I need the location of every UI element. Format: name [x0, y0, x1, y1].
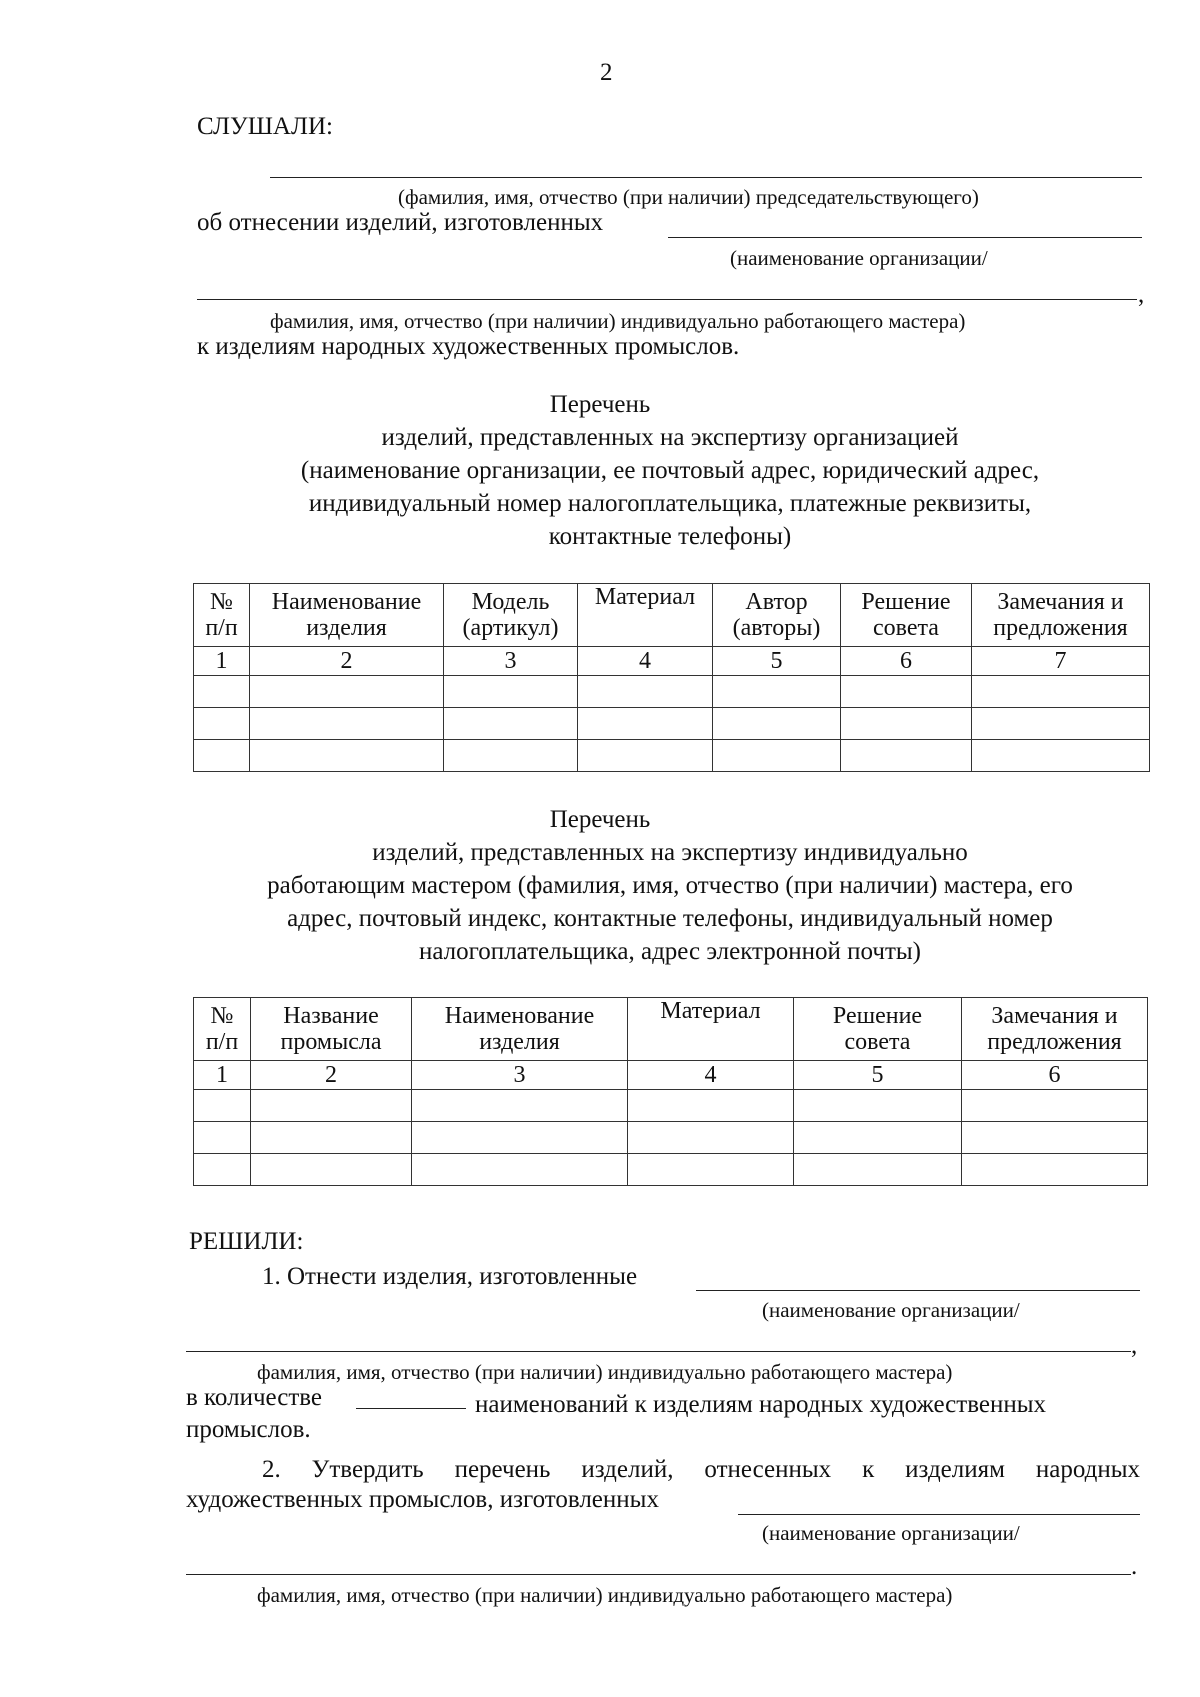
column-number: 4: [628, 1061, 794, 1090]
quantity-prefix: в количестве: [186, 1384, 323, 1411]
list-org-title: Перечень: [549, 391, 651, 418]
column-number: 5: [794, 1061, 962, 1090]
column-number: 5: [713, 647, 841, 676]
header-decision: Решение совета: [794, 998, 962, 1061]
comma: ,: [1138, 281, 1145, 308]
list-org-line: (наименование организации, ее почтовый адрес, юридический адрес,: [300, 457, 1040, 484]
decided-item-1: 1. Отнести изделия, изготовленные: [262, 1263, 638, 1290]
header-craft-name: Название промысла: [251, 998, 412, 1061]
column-number: 3: [444, 647, 578, 676]
table-header-row: [194, 998, 1148, 1061]
header-decision: Решение совета: [841, 584, 972, 647]
header-remarks: Замечания и предложения: [962, 998, 1148, 1061]
table-number-row: [194, 647, 1150, 676]
hint-org: (наименование организации/: [762, 1298, 1020, 1322]
column-number: 4: [578, 647, 713, 676]
table-number-row: [194, 1061, 1148, 1090]
list-master-line: работающим мастером (фамилия, имя, отчество (при наличии) мастера, его: [267, 872, 1073, 899]
table-row[interactable]: [194, 708, 1150, 740]
chair-name-blank[interactable]: [270, 177, 1142, 178]
column-number: 3: [412, 1061, 628, 1090]
decided-heading: РЕШИЛИ:: [189, 1228, 304, 1255]
table-row[interactable]: [194, 1122, 1148, 1154]
quantity-blank[interactable]: [356, 1408, 466, 1409]
header-remarks: Замечания и предложения: [972, 584, 1150, 647]
period: .: [1131, 1553, 1138, 1580]
about-text: об отнесении изделий, изготовленных: [197, 209, 604, 236]
hint-chair: (фамилия, имя, отчество (при наличии) председательствующего): [398, 185, 979, 209]
list-org-line: контактные телефоны): [548, 523, 792, 550]
org-name-blank[interactable]: [738, 1514, 1140, 1515]
table-row[interactable]: [194, 1154, 1148, 1186]
list-master-title: Перечень: [549, 806, 651, 833]
list-master-line: изделий, представленных на экспертизу индивидуально: [372, 839, 968, 866]
org-products-table: [193, 583, 1150, 772]
comma: ,: [1131, 1332, 1138, 1359]
header-number: № п/п: [194, 584, 250, 647]
header-material: Материал: [628, 998, 794, 1061]
quantity-suffix: наименований к изделиям народных художественных: [475, 1391, 1047, 1418]
header-material: Материал: [578, 584, 713, 647]
column-number: 1: [194, 647, 250, 676]
header-product-name: Наименование изделия: [250, 584, 444, 647]
master-name-blank[interactable]: [197, 299, 1137, 300]
master-products-table: [193, 997, 1148, 1186]
column-number: 6: [841, 647, 972, 676]
column-number: 2: [251, 1061, 412, 1090]
hint-org: (наименование организации/: [762, 1521, 1020, 1545]
header-product-name: Наименование изделия: [412, 998, 628, 1061]
list-master-line: налогоплательщика, адрес электронной почты): [418, 938, 921, 965]
column-number: 7: [972, 647, 1150, 676]
hint-org: (наименование организации/: [730, 246, 988, 270]
decided-item-2-cont: художественных промыслов, изготовленных: [186, 1486, 659, 1513]
column-number: 6: [962, 1061, 1148, 1090]
org-name-blank[interactable]: [696, 1290, 1140, 1291]
org-name-blank[interactable]: [668, 237, 1142, 238]
heard-heading: СЛУШАЛИ:: [197, 113, 333, 140]
header-number: № п/п: [194, 998, 251, 1061]
heard-conclusion: к изделиям народных художественных промыслов.: [197, 333, 740, 360]
column-number: 1: [194, 1061, 251, 1090]
list-org-line: изделий, представленных на экспертизу организацией: [381, 424, 959, 451]
header-author: Автор (авторы): [713, 584, 841, 647]
hint-master: фамилия, имя, отчество (при наличии) индивидуально работающего мастера): [257, 1360, 953, 1384]
quantity-end: промыслов.: [186, 1416, 311, 1443]
header-model: Модель (артикул): [444, 584, 578, 647]
table-row[interactable]: [194, 1090, 1148, 1122]
hint-master: фамилия, имя, отчество (при наличии) индивидуально работающего мастера): [257, 1583, 953, 1607]
column-number: 2: [250, 647, 444, 676]
table-row[interactable]: [194, 676, 1150, 708]
hint-master: фамилия, имя, отчество (при наличии) индивидуально работающего мастера): [270, 309, 966, 333]
page-number: 2: [600, 59, 613, 86]
list-org-line: индивидуальный номер налогоплательщика, платежные реквизиты,: [308, 490, 1032, 517]
list-master-line: адрес, почтовый индекс, контактные телефоны, индивидуальный номер: [287, 905, 1053, 932]
decided-item-2: 2. Утвердить перечень изделий, отнесенных к изделиям народных: [262, 1456, 1140, 1483]
master-name-blank[interactable]: [186, 1574, 1131, 1575]
table-header-row: [194, 584, 1150, 647]
master-name-blank[interactable]: [186, 1351, 1131, 1352]
table-row[interactable]: [194, 740, 1150, 772]
